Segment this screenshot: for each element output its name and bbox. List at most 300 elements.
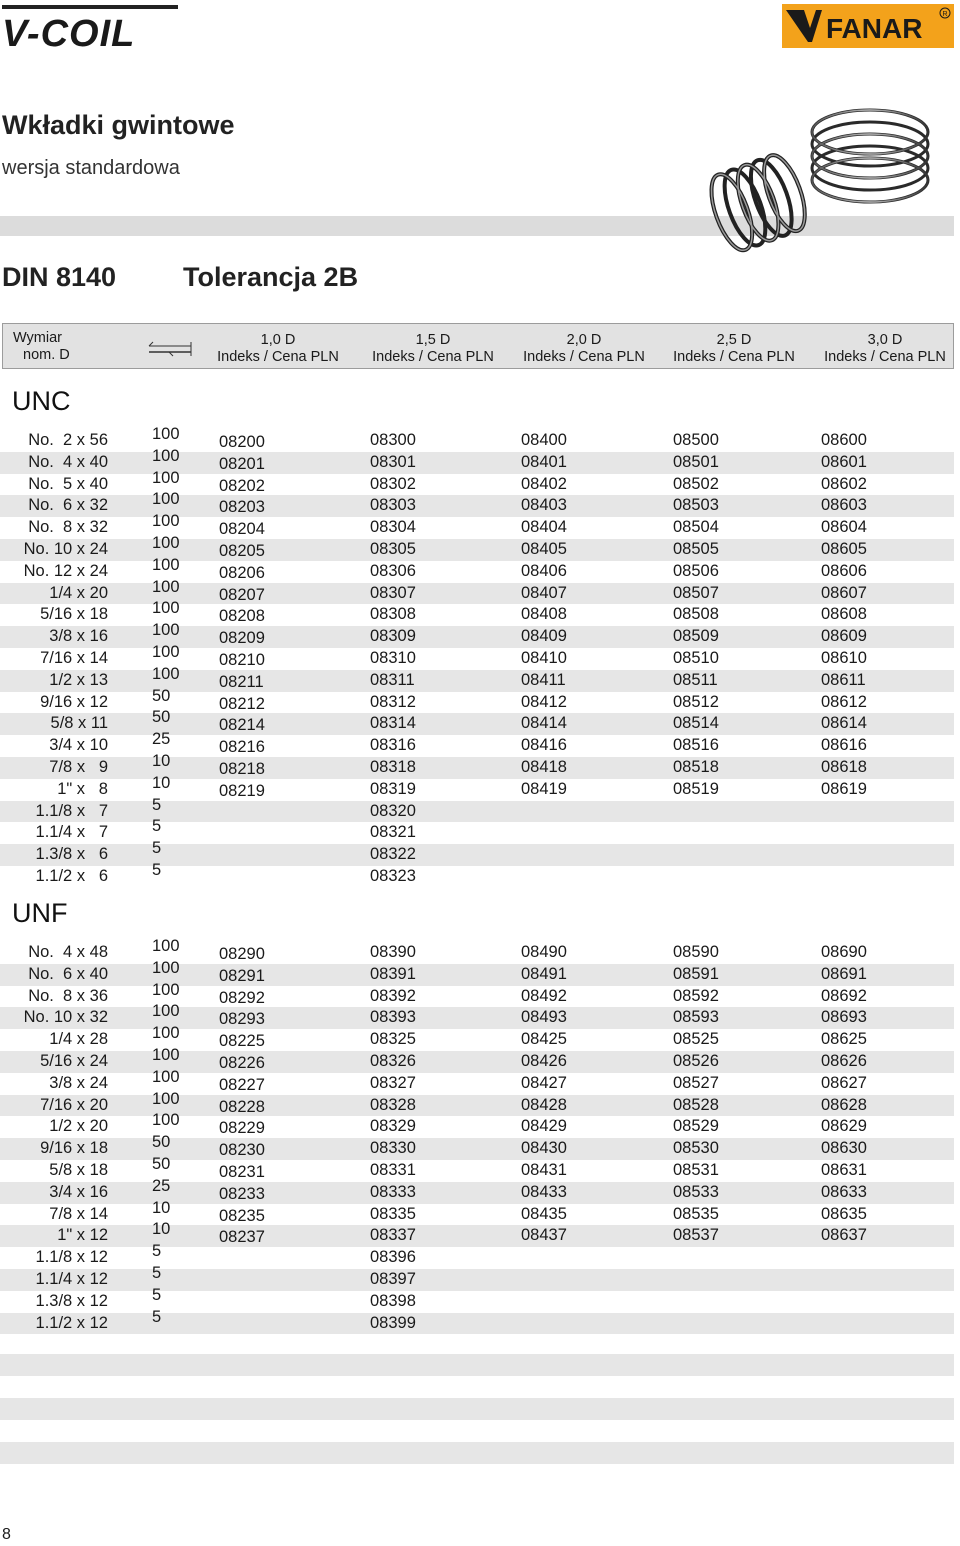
- svg-text:V-COIL: V-COIL: [2, 13, 136, 50]
- index-code: 08211: [219, 672, 264, 691]
- table-row: [0, 446, 954, 474]
- index-code: 08300: [370, 431, 416, 449]
- thread-size: 1.1/2 x 12: [35, 1313, 108, 1332]
- pack-quantity: 100: [152, 621, 180, 640]
- index-code: 08210: [219, 651, 265, 669]
- index-code: 08304: [370, 518, 416, 537]
- empty-row-band: [0, 1354, 954, 1376]
- thread-size: 1.1/4 x 12: [35, 1270, 108, 1288]
- index-code: 08229: [219, 1119, 265, 1138]
- thread-size: 1" x 8: [57, 779, 108, 798]
- pack-quantity: 100: [152, 425, 180, 443]
- index-code: 08329: [370, 1117, 416, 1136]
- index-code: 08409: [521, 627, 567, 646]
- index-code: 08508: [673, 605, 719, 624]
- empty-row-band: [0, 1398, 954, 1420]
- index-code: 08509: [673, 627, 719, 646]
- index-code: 08503: [673, 496, 719, 515]
- fanar-logo: [782, 4, 954, 48]
- thread-size: 9/16 x 12: [40, 692, 108, 711]
- index-code: 08231: [219, 1163, 265, 1181]
- table-row: [0, 1067, 954, 1095]
- index-code: 08335: [370, 1204, 416, 1223]
- thread-size: 3/8 x 24: [49, 1073, 108, 1092]
- index-code: 08607: [821, 583, 867, 602]
- index-code: 08693: [821, 1008, 867, 1027]
- index-code: 08323: [370, 867, 416, 885]
- index-code: 08429: [521, 1117, 567, 1136]
- index-code: 08216: [219, 738, 265, 757]
- index-code: 08328: [370, 1095, 416, 1114]
- index-code: 08428: [521, 1095, 567, 1114]
- index-code: 08601: [821, 452, 867, 471]
- pack-quantity: 100: [152, 1089, 180, 1108]
- index-code: 08226: [219, 1054, 265, 1072]
- index-code: 08606: [821, 561, 867, 580]
- index-code: 08407: [521, 583, 567, 602]
- index-code: 08201: [219, 454, 265, 473]
- thread-size: 3/4 x 16: [49, 1182, 108, 1201]
- table-row: [0, 937, 954, 964]
- v-coil-logo: [0, 2, 180, 50]
- index-code: 08404: [521, 518, 567, 537]
- index-code: 08500: [673, 431, 719, 449]
- index-code: 08405: [521, 540, 567, 558]
- pack-quantity: 50: [152, 1155, 171, 1173]
- index-code: 08331: [370, 1161, 416, 1179]
- pack-quantity: 100: [152, 555, 180, 574]
- index-code: 08531: [673, 1161, 719, 1179]
- index-code: 08418: [521, 758, 567, 776]
- index-code: 08625: [821, 1030, 867, 1049]
- index-code: 08492: [521, 986, 567, 1005]
- index-code: 08218: [219, 760, 265, 778]
- index-code: 08616: [821, 736, 867, 755]
- index-code: 08333: [370, 1182, 416, 1201]
- index-code: 08427: [521, 1073, 567, 1092]
- index-code: 08490: [521, 943, 567, 961]
- index-code: 08602: [821, 474, 867, 493]
- index-code: 08311: [370, 670, 415, 689]
- table-row: [0, 1002, 954, 1029]
- table-row: [0, 839, 954, 866]
- thread-size: 5/16 x 18: [40, 605, 108, 624]
- index-code: 08618: [821, 758, 867, 776]
- index-code: 08603: [821, 496, 867, 515]
- thread-size: No. 10 x 32: [23, 1008, 108, 1027]
- table-row: [0, 599, 954, 626]
- pack-quantity: 100: [152, 512, 180, 531]
- index-code: 08608: [821, 605, 867, 624]
- pack-quantity: 10: [152, 1220, 171, 1239]
- index-code: 08604: [821, 518, 867, 537]
- table-row: [0, 555, 954, 583]
- thread-size: 1/2 x 20: [49, 1117, 108, 1136]
- col-header-1: 1,0 D Indeks / Cena PLN: [217, 332, 339, 365]
- index-code: 08629: [821, 1117, 867, 1136]
- index-code: 08402: [521, 474, 567, 493]
- pack-quantity: 100: [152, 446, 180, 465]
- index-code: 08628: [821, 1095, 867, 1114]
- pack-quantity: 100: [152, 1046, 180, 1064]
- index-code: 08200: [219, 433, 265, 451]
- index-code: 08609: [821, 627, 867, 646]
- index-code: 08312: [370, 692, 416, 711]
- index-code: 08614: [821, 714, 867, 733]
- pack-quantity: 5: [152, 839, 162, 858]
- thread-size: 1" x 12: [57, 1226, 108, 1245]
- thread-size: No. 10 x 24: [23, 540, 108, 558]
- index-code: 08318: [370, 758, 416, 776]
- index-code: 08691: [821, 964, 867, 983]
- index-code: 08626: [821, 1052, 867, 1070]
- index-code: 08529: [673, 1117, 719, 1136]
- thread-insert-image: [670, 92, 960, 262]
- index-code: 08528: [673, 1095, 719, 1114]
- index-code: 08511: [673, 670, 718, 689]
- index-code: 08416: [521, 736, 567, 755]
- index-code: 08321: [370, 823, 416, 842]
- index-code: 08535: [673, 1204, 719, 1223]
- thread-size: No. 8 x 36: [28, 986, 108, 1005]
- table-row: [0, 468, 954, 496]
- thread-size: 1/4 x 28: [49, 1030, 108, 1049]
- index-code: 08219: [219, 781, 265, 800]
- thread-insert-icon: [145, 338, 197, 360]
- pack-quantity: 100: [152, 534, 180, 552]
- pack-quantity: 10: [152, 752, 171, 770]
- thread-size: 7/16 x 14: [40, 649, 108, 667]
- index-code: 08631: [821, 1161, 867, 1179]
- index-code: 08512: [673, 692, 719, 711]
- thread-size: 5/16 x 24: [40, 1052, 108, 1070]
- thread-size: 1.1/2 x 6: [35, 867, 108, 885]
- thread-size: 7/16 x 20: [40, 1095, 108, 1114]
- thread-size: No. 6 x 32: [28, 496, 108, 515]
- page-subtitle: wersja standardowa: [2, 157, 180, 179]
- table-row: [0, 1285, 954, 1313]
- index-code: 08235: [219, 1206, 265, 1225]
- pack-quantity: 5: [152, 1307, 162, 1326]
- index-code: 08209: [219, 629, 265, 648]
- table-header: [2, 323, 954, 369]
- index-code: 08600: [821, 431, 867, 449]
- index-code: 08302: [370, 474, 416, 493]
- index-code: 08525: [673, 1030, 719, 1049]
- pack-quantity: 5: [152, 795, 162, 814]
- index-code: 08431: [521, 1161, 567, 1179]
- table-row: [0, 686, 954, 714]
- index-code: 08491: [521, 964, 567, 983]
- col-header-2: 1,5 D Indeks / Cena PLN: [372, 332, 494, 365]
- index-code: 08605: [821, 540, 867, 558]
- table-row: [0, 512, 954, 539]
- index-code: 08419: [521, 779, 567, 798]
- table-row: [0, 708, 954, 735]
- thread-size: No. 4 x 40: [28, 452, 108, 471]
- index-code: 08225: [219, 1032, 265, 1051]
- index-code: 08228: [219, 1097, 265, 1116]
- index-code: 08610: [821, 649, 867, 667]
- index-code: 08504: [673, 518, 719, 537]
- thread-size: 3/8 x 16: [49, 627, 108, 646]
- index-code: 08506: [673, 561, 719, 580]
- index-code: 08212: [219, 694, 265, 713]
- index-code: 08518: [673, 758, 719, 776]
- index-code: 08326: [370, 1052, 416, 1070]
- table-row: [0, 1133, 954, 1160]
- col-header-3: 2,0 D Indeks / Cena PLN: [523, 332, 645, 365]
- index-code: 08411: [521, 670, 566, 689]
- norm-label: DIN 8140: [2, 262, 117, 292]
- index-code: 08316: [370, 736, 416, 755]
- pack-quantity: 100: [152, 577, 180, 596]
- thread-size: No. 5 x 40: [28, 474, 108, 493]
- index-code: 08230: [219, 1141, 265, 1160]
- thread-size: No. 12 x 24: [23, 561, 108, 580]
- index-code: 08493: [521, 1008, 567, 1027]
- index-code: 08533: [673, 1182, 719, 1201]
- index-code: 08426: [521, 1052, 567, 1070]
- thread-size: 7/8 x 9: [49, 758, 108, 776]
- thread-size: 5/8 x 11: [50, 714, 108, 733]
- thread-size: 5/8 x 18: [49, 1161, 108, 1179]
- table-row: [0, 1089, 954, 1117]
- index-code: 08310: [370, 649, 416, 667]
- index-code: 08308: [370, 605, 416, 624]
- pack-quantity: 100: [152, 643, 180, 661]
- pack-quantity: 10: [152, 1198, 171, 1217]
- index-code: 08425: [521, 1030, 567, 1049]
- index-code: 08412: [521, 692, 567, 711]
- pack-quantity: 5: [152, 1242, 162, 1261]
- index-code: 08390: [370, 943, 416, 961]
- index-code: 08502: [673, 474, 719, 493]
- pack-quantity: 10: [152, 773, 171, 792]
- index-code: 08204: [219, 520, 265, 539]
- table-row: [0, 861, 954, 888]
- size-column-header: Wymiar nom. D: [13, 330, 70, 363]
- index-code: 08507: [673, 583, 719, 602]
- thread-size: 1.1/8 x 12: [35, 1248, 108, 1267]
- index-code: 08202: [219, 476, 265, 495]
- table-row: [0, 752, 954, 779]
- table-row: [0, 643, 954, 670]
- index-code: 08306: [370, 561, 416, 580]
- thread-size: 1.3/8 x 6: [35, 845, 108, 864]
- index-code: 08437: [521, 1226, 567, 1245]
- thread-size: 9/16 x 18: [40, 1139, 108, 1158]
- index-code: 08519: [673, 779, 719, 798]
- index-code: 08501: [673, 452, 719, 471]
- index-code: 08399: [370, 1313, 416, 1332]
- index-code: 08322: [370, 845, 416, 864]
- index-code: 08303: [370, 496, 416, 515]
- index-code: 08510: [673, 649, 719, 667]
- svg-text:R: R: [942, 11, 948, 18]
- pack-quantity: 50: [152, 1133, 171, 1152]
- index-code: 08403: [521, 496, 567, 515]
- index-code: 08325: [370, 1030, 416, 1049]
- thread-size: No. 8 x 32: [28, 518, 108, 537]
- pack-quantity: 100: [152, 1067, 180, 1086]
- table-row: [0, 1155, 954, 1182]
- pack-quantity: 5: [152, 1264, 162, 1282]
- section-title-unc: UNC: [12, 386, 71, 416]
- table-row: [0, 1307, 954, 1335]
- pack-quantity: 5: [152, 1285, 162, 1304]
- index-code: 08401: [521, 452, 567, 471]
- svg-text:FANAR: FANAR: [826, 13, 923, 44]
- table-row: [0, 1176, 954, 1204]
- thread-size: No. 4 x 48: [28, 943, 108, 961]
- pack-quantity: 100: [152, 468, 180, 487]
- pack-quantity: 5: [152, 817, 162, 836]
- index-code: 08205: [219, 542, 265, 560]
- table-row: [0, 1220, 954, 1247]
- thread-size: 1.1/8 x 7: [35, 801, 108, 820]
- table-row: [0, 534, 954, 561]
- index-code: 08514: [673, 714, 719, 733]
- index-code: 08214: [219, 716, 265, 735]
- index-code: 08627: [821, 1073, 867, 1092]
- index-code: 08526: [673, 1052, 719, 1070]
- index-code: 08291: [219, 966, 265, 985]
- index-code: 08692: [821, 986, 867, 1005]
- index-code: 08537: [673, 1226, 719, 1245]
- thread-size: 3/4 x 10: [49, 736, 108, 755]
- index-code: 08337: [370, 1226, 416, 1245]
- table-row: [0, 1242, 954, 1269]
- table-row: [0, 490, 954, 517]
- index-code: 08309: [370, 627, 416, 646]
- pack-quantity: 100: [152, 980, 180, 999]
- pack-quantity: 100: [152, 937, 180, 955]
- pack-quantity: 25: [152, 730, 171, 749]
- pack-quantity: 50: [152, 708, 171, 727]
- table-row: [0, 577, 954, 605]
- index-code: 08397: [370, 1270, 416, 1288]
- page-number: 8: [2, 1526, 11, 1543]
- page-title: Wkładki gwintowe: [2, 110, 235, 140]
- index-code: 08233: [219, 1184, 265, 1203]
- table-row: [0, 980, 954, 1008]
- index-code: 08406: [521, 561, 567, 580]
- index-code: 08410: [521, 649, 567, 667]
- thread-size: 1/2 x 13: [49, 670, 108, 689]
- pack-quantity: 25: [152, 1176, 171, 1195]
- pack-quantity: 100: [152, 1002, 180, 1021]
- index-code: 08392: [370, 986, 416, 1005]
- index-code: 08237: [219, 1228, 265, 1247]
- section-title-unf: UNF: [12, 898, 68, 928]
- pack-quantity: 100: [152, 1024, 180, 1043]
- pack-quantity: 100: [152, 664, 180, 683]
- index-code: 08690: [821, 943, 867, 961]
- thread-size: 1.3/8 x 12: [35, 1291, 108, 1310]
- index-code: 08430: [521, 1139, 567, 1158]
- index-code: 08290: [219, 945, 265, 963]
- index-code: 08591: [673, 964, 719, 983]
- tolerance-label: Tolerancja 2B: [183, 262, 359, 292]
- index-code: 08319: [370, 779, 416, 798]
- index-code: 08530: [673, 1139, 719, 1158]
- index-code: 08393: [370, 1008, 416, 1027]
- table-row: [0, 664, 954, 692]
- thread-size: 1.1/4 x 7: [35, 823, 108, 842]
- pack-quantity: 100: [152, 599, 180, 618]
- thread-size: No. 6 x 40: [28, 964, 108, 983]
- empty-row-band: [0, 1442, 954, 1464]
- index-code: 08293: [219, 1010, 265, 1029]
- index-code: 08400: [521, 431, 567, 449]
- index-code: 08593: [673, 1008, 719, 1027]
- index-code: 08227: [219, 1075, 265, 1094]
- table-row: [0, 1264, 954, 1291]
- table-row: [0, 425, 954, 452]
- index-code: 08292: [219, 988, 265, 1007]
- index-code: 08633: [821, 1182, 867, 1201]
- pack-quantity: 50: [152, 686, 171, 705]
- index-code: 08320: [370, 801, 416, 820]
- index-code: 08391: [370, 964, 416, 983]
- index-code: 08206: [219, 563, 265, 582]
- table-row: [0, 1046, 954, 1073]
- index-code: 08635: [821, 1204, 867, 1223]
- index-code: 08433: [521, 1182, 567, 1201]
- col-header-4: 2,5 D Indeks / Cena PLN: [673, 332, 795, 365]
- index-code: 08590: [673, 943, 719, 961]
- pack-quantity: 100: [152, 490, 180, 509]
- table-row: [0, 1111, 954, 1138]
- table-row: [0, 1198, 954, 1226]
- pack-quantity: 5: [152, 861, 162, 879]
- index-code: 08305: [370, 540, 416, 558]
- index-code: 08435: [521, 1204, 567, 1223]
- table-row: [0, 795, 954, 823]
- index-code: 08612: [821, 692, 867, 711]
- index-code: 08396: [370, 1248, 416, 1267]
- index-code: 08208: [219, 607, 265, 626]
- index-code: 08505: [673, 540, 719, 558]
- index-code: 08408: [521, 605, 567, 624]
- index-code: 08630: [821, 1139, 867, 1158]
- index-code: 08414: [521, 714, 567, 733]
- table-row: [0, 1024, 954, 1051]
- index-code: 08203: [219, 498, 265, 517]
- index-code: 08516: [673, 736, 719, 755]
- index-code: 08301: [370, 452, 416, 471]
- index-code: 08327: [370, 1073, 416, 1092]
- index-code: 08527: [673, 1073, 719, 1092]
- index-code: 08398: [370, 1291, 416, 1310]
- thread-size: 7/8 x 14: [49, 1204, 108, 1223]
- table-row: [0, 817, 954, 844]
- index-code: 08592: [673, 986, 719, 1005]
- table-row: [0, 730, 954, 757]
- table-row: [0, 773, 954, 801]
- index-code: 08611: [821, 670, 866, 689]
- col-header-5: 3,0 D Indeks / Cena PLN: [824, 332, 946, 365]
- pack-quantity: 100: [152, 1111, 180, 1130]
- table-row: [0, 958, 954, 986]
- index-code: 08637: [821, 1226, 867, 1245]
- thread-size: No. 2 x 56: [28, 431, 108, 449]
- index-code: 08207: [219, 585, 265, 604]
- index-code: 08619: [821, 779, 867, 798]
- table-row: [0, 621, 954, 648]
- pack-quantity: 100: [152, 958, 180, 977]
